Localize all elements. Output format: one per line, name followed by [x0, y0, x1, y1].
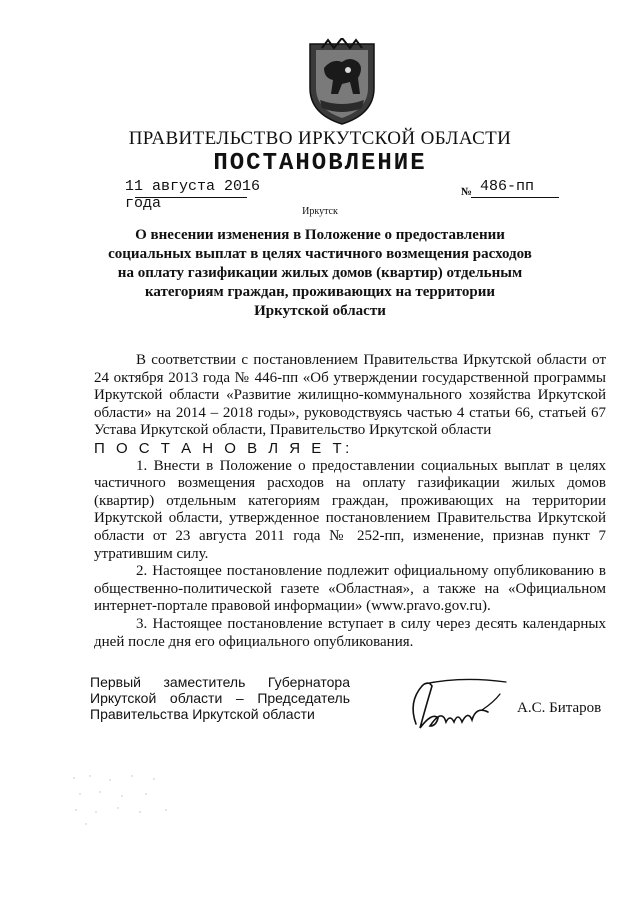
- clause-2: 2. Настоящее постановление подлежит официальному опубликованию в общественно-политической газете «Областная», а также на «Официальном интернет-портале правовой информации» (www.pravo.gov.ru).: [94, 563, 606, 615]
- scan-speckles: [70, 770, 180, 830]
- signatory-title: [90, 674, 350, 722]
- document-number: 486-пп: [480, 178, 535, 195]
- clause-3: 3. Настоящее постановление вступает в силу через десять календарных дней после дня его официального опубликования.: [94, 615, 606, 650]
- preamble-paragraph: В соответствии с постановлением Правительства Иркутской области от 24 октября 2013 года № 446-пп «Об утверждении государственной программы Иркутской области «Развитие жилищно-коммунального хозяйства Иркутской области» на 2014 – 2018 годы», руководствуясь частью 4 статьи 66, статьей 67 Устава Иркутской области, Правительство Иркутской области: [94, 352, 606, 439]
- signatory-title-line: Иркутской области – Председатель: [90, 690, 350, 706]
- signatory-name: А.С. Битаров: [517, 700, 602, 716]
- document-title: О внесении изменения в Положение о предоставлении социальных выплат в целях частичного возмещения расходов на оплату газификации жилых домов (квартир) отдельным категориям граждан, проживающих на территории Иркутской области: [108, 227, 532, 319]
- document-type: ПОСТАНОВЛЕНИЕ: [213, 150, 427, 177]
- document-date: 11 августа 2016 года: [125, 178, 261, 212]
- document-city: Иркутск: [302, 206, 338, 217]
- number-underline: [471, 197, 559, 198]
- number-sign: №: [461, 186, 473, 198]
- signatory-title-line: Правительства Иркутской области: [90, 706, 315, 722]
- handwritten-signature-icon: [402, 672, 512, 740]
- irkutsk-coat-of-arms-icon: [298, 38, 386, 128]
- resolves-heading: П О С Т А Н О В Л Я Е Т:: [94, 439, 353, 457]
- clause-1: 1. Внести в Положение о предоставлении социальных выплат в целях частичного возмещения расходов на оплату газификации жилых домов (квартир) отдельным категориям граждан, проживающих на территории Иркутской области, утвержденное постановлением Правительства Иркутской области от 23 августа 2011 года № 252-пп, изменение, признав пункт 7 утратившим силу.: [94, 457, 606, 562]
- organization-name: ПРАВИТЕЛЬСТВО ИРКУТСКОЙ ОБЛАСТИ: [128, 128, 512, 149]
- signatory-title-line: Первый заместитель Губернатора: [90, 674, 350, 690]
- date-underline: [135, 197, 247, 198]
- document-body: [94, 352, 606, 651]
